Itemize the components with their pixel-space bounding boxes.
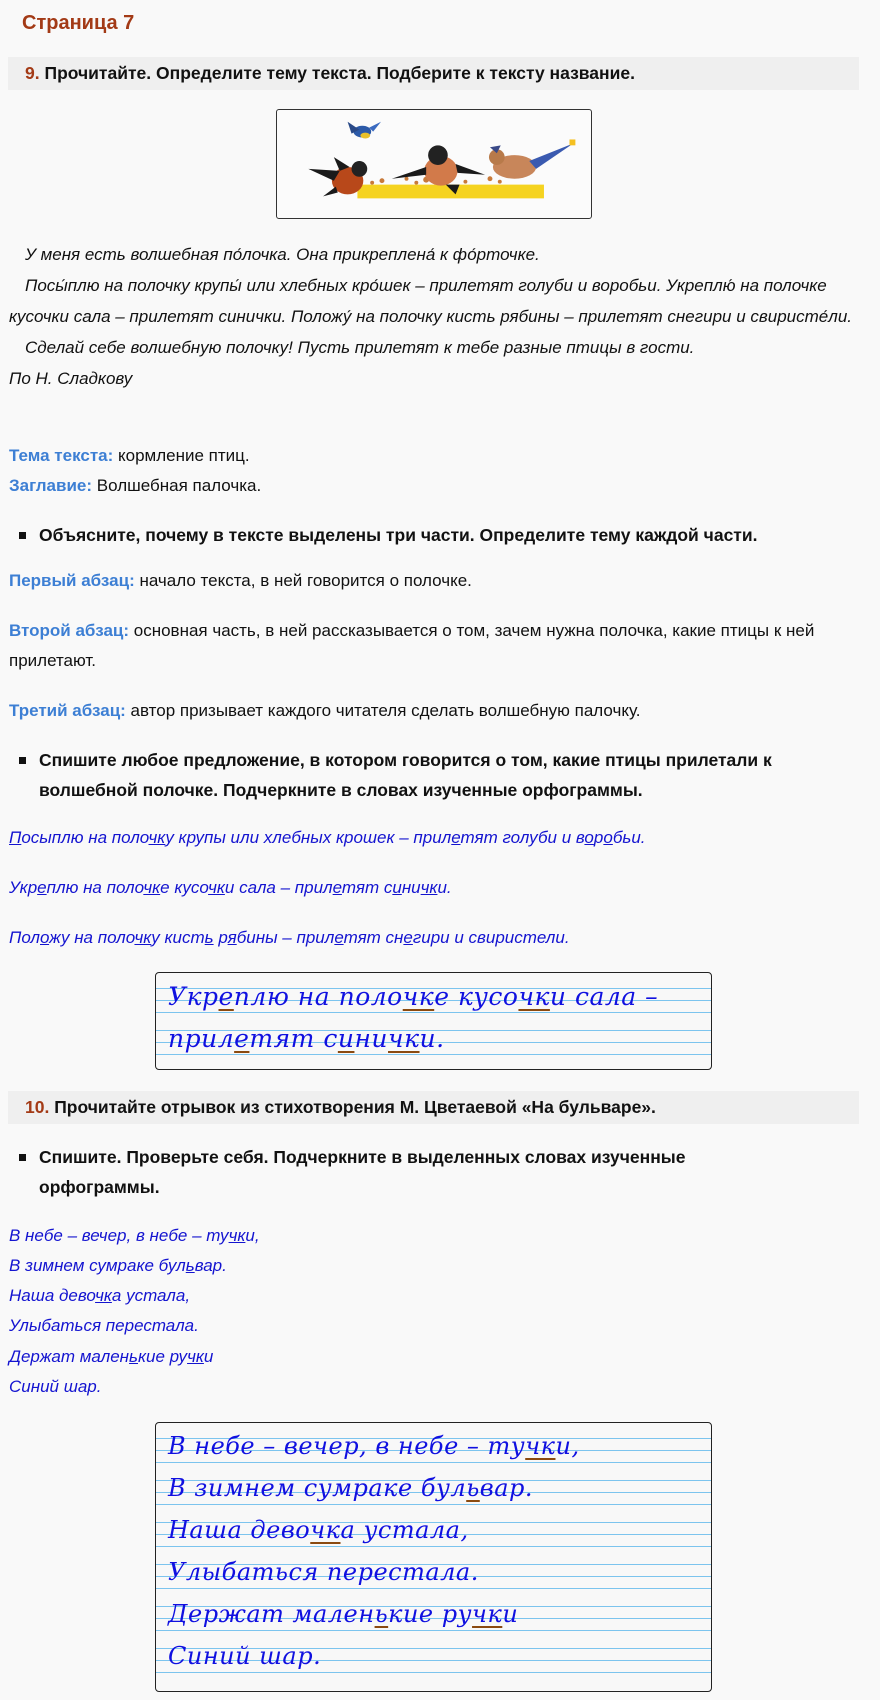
answer-sentence xyxy=(9,923,570,953)
underlined-orthogram: е xyxy=(403,928,413,947)
text-segment: р xyxy=(593,828,604,847)
underlined-orthogram: чк xyxy=(472,1600,503,1628)
text-segment: кие ру xyxy=(138,1347,188,1366)
text-segment: плю на поло xyxy=(46,878,144,897)
story-paragraph-1: У меня есть волшебная по́лочка. Она прикреплена́ к фо́рточке. xyxy=(25,245,540,264)
copybook-line xyxy=(156,1638,711,1680)
text-segment: В зимнем сумраке бул xyxy=(9,1256,186,1275)
text-segment: Наша дево xyxy=(9,1286,96,1305)
underlined-orthogram: о xyxy=(40,928,50,947)
part-answer xyxy=(9,566,472,596)
underlined-orthogram: е xyxy=(37,878,47,897)
text-segment: тят с xyxy=(341,878,393,897)
part-label: Второй абзац: xyxy=(9,621,130,640)
text-segment: и сала – прил xyxy=(224,878,333,897)
bullet-square-icon xyxy=(19,757,26,764)
underlined-orthogram: ь xyxy=(185,1256,195,1275)
text-segment: и. xyxy=(437,878,452,897)
title-answer xyxy=(9,471,261,501)
answer-sentence xyxy=(9,873,452,903)
task-number: 10. xyxy=(25,1097,50,1117)
story-author: По Н. Сладкову xyxy=(9,369,133,388)
question-bullet-3 xyxy=(15,1142,775,1202)
text-segment: тят сн xyxy=(343,928,404,947)
text-segment: и, xyxy=(245,1226,260,1245)
poem-line xyxy=(9,1342,213,1372)
copybook-line xyxy=(156,1470,711,1512)
waxwing-right xyxy=(489,139,575,178)
handwriting-copybook-1 xyxy=(155,972,712,1070)
handwritten-text xyxy=(168,982,658,1011)
page-title: Страница 7 xyxy=(22,12,135,34)
underlined-orthogram: я xyxy=(227,928,237,947)
text-segment: ни xyxy=(354,1024,389,1053)
part-answer xyxy=(9,616,819,676)
theme-value: кормление птиц. xyxy=(113,446,250,465)
text-segment: Укр xyxy=(9,878,38,897)
underlined-orthogram: чк xyxy=(420,878,438,897)
handwritten-text xyxy=(168,1516,469,1544)
handwritten-text xyxy=(168,1024,445,1053)
underlined-orthogram: ь xyxy=(374,1600,389,1628)
birds-feeder-image xyxy=(277,110,591,218)
underlined-orthogram: о xyxy=(603,828,613,847)
handwritten-text xyxy=(168,1600,518,1628)
underlined-orthogram: е xyxy=(334,928,344,947)
task-10-header xyxy=(8,1091,859,1124)
underlined-orthogram: П xyxy=(9,828,22,847)
birds-illustration xyxy=(276,109,592,219)
text-segment: прил xyxy=(168,1024,235,1053)
copybook-line xyxy=(156,1428,711,1470)
text-segment: гири и свиристели. xyxy=(412,928,570,947)
text-segment: е кусо xyxy=(160,878,209,897)
underlined-orthogram: чк xyxy=(143,878,161,897)
text-segment: Укр xyxy=(168,982,219,1011)
copybook-line xyxy=(156,978,711,1020)
underlined-orthogram: чк xyxy=(208,878,225,897)
part-value: начало текста, в ней говорится о полочке. xyxy=(134,571,472,590)
bullet-square-icon xyxy=(19,532,26,539)
question-text: Спишите. Проверьте себя. Подчеркните в выделенных словах изученные орфограммы. xyxy=(39,1147,686,1197)
poem-line xyxy=(9,1372,101,1402)
underlined-orthogram: ь xyxy=(204,928,214,947)
text-segment: и xyxy=(203,1347,214,1366)
story-paragraph-3: Сделай себе волшебную полочку! Пусть прилетят к тебе разные птицы в гости. xyxy=(25,338,695,357)
title-label: Заглавие: xyxy=(9,476,93,495)
handwritten-text xyxy=(168,1474,533,1502)
handwritten-text xyxy=(168,1642,321,1670)
underlined-orthogram: чк xyxy=(187,1347,204,1366)
text-segment: жу на поло xyxy=(49,928,135,947)
text-segment: Синий шар. xyxy=(168,1642,322,1670)
copybook-line xyxy=(156,1596,711,1638)
text-segment: Пол xyxy=(9,928,40,947)
story-text xyxy=(9,239,854,394)
question-bullet-2 xyxy=(15,745,845,805)
underlined-orthogram: чк xyxy=(310,1516,341,1544)
underlined-orthogram: чк xyxy=(148,828,166,847)
poem-line xyxy=(9,1221,260,1251)
story-paragraph-2: Посы́плю на полочку крупы́ или хлебных кро́шек – прилетят голуби и воробьи. Укреплю́ на полочке кусочки сала – прилетят синички. Положу́ на полочку кисть рябины – прилетят снегири и свиристе́ли. xyxy=(9,276,853,326)
underlined-orthogram: ь xyxy=(129,1347,138,1366)
answer-sentence xyxy=(9,823,646,853)
underlined-orthogram: е xyxy=(234,1024,250,1053)
underlined-orthogram: чк xyxy=(525,1432,556,1460)
text-segment: тят голуби и в xyxy=(460,828,585,847)
text-segment: тят с xyxy=(249,1024,338,1053)
underlined-orthogram: чк xyxy=(518,982,550,1011)
part-label: Третий абзац: xyxy=(9,701,126,720)
task-number: 9. xyxy=(25,63,40,83)
text-segment: В зимнем сумраке бул xyxy=(168,1474,467,1502)
text-segment: осыплю на поло xyxy=(21,828,149,847)
underlined-orthogram: ь xyxy=(466,1474,480,1502)
underlined-orthogram: чк xyxy=(95,1286,112,1305)
text-segment: ни xyxy=(401,878,421,897)
text-segment: а устала, xyxy=(340,1516,469,1544)
underlined-orthogram: и xyxy=(392,878,402,897)
text-segment: Держат мален xyxy=(168,1600,375,1628)
underlined-orthogram: и xyxy=(337,1024,355,1053)
theme-answer xyxy=(9,441,250,471)
text-segment: Держат мален xyxy=(9,1347,130,1366)
tit-bird xyxy=(348,122,381,139)
underlined-orthogram: чк xyxy=(402,982,435,1011)
text-segment: вар. xyxy=(194,1256,227,1275)
task-instruction: Прочитайте. Определите тему текста. Подберите к тексту название. xyxy=(44,63,635,83)
underlined-orthogram: чк xyxy=(134,928,152,947)
text-segment: Улыбаться перестала. xyxy=(9,1316,199,1335)
text-segment: В небе – вечер, в небе – ту xyxy=(9,1226,229,1245)
text-segment: у кист xyxy=(151,928,205,947)
text-segment: и, xyxy=(555,1432,580,1460)
question-bullet-1 xyxy=(15,520,860,550)
text-segment: бьи. xyxy=(612,828,646,847)
text-segment: вар. xyxy=(479,1474,534,1502)
task-instruction: Прочитайте отрывок из стихотворения М. Цветаевой «На бульваре». xyxy=(54,1097,656,1117)
text-segment: и сала – xyxy=(549,982,659,1011)
text-segment: бины – прил xyxy=(236,928,335,947)
text-segment: у крупы или хлебных крошек – прил xyxy=(165,828,452,847)
part-value: основная часть, в ней рассказывается о том, зачем нужна полочка, какие птицы к ней прилетают. xyxy=(9,621,815,670)
poem-line xyxy=(9,1251,227,1281)
poem-line xyxy=(9,1311,199,1341)
copybook-line xyxy=(156,1020,711,1062)
text-segment: е кусо xyxy=(434,982,519,1011)
underlined-orthogram: о xyxy=(584,828,594,847)
text-segment: р xyxy=(213,928,228,947)
poem-line xyxy=(9,1281,190,1311)
text-segment: а устала, xyxy=(111,1286,191,1305)
part-answer xyxy=(9,696,641,726)
underlined-orthogram: чк xyxy=(388,1024,420,1053)
handwriting-copybook-2 xyxy=(155,1422,712,1692)
underlined-orthogram: е xyxy=(218,982,234,1011)
text-segment: кие ру xyxy=(388,1600,473,1628)
question-text: Объясните, почему в тексте выделены три части. Определите тему каждой части. xyxy=(39,525,758,545)
copybook-line xyxy=(156,1554,711,1596)
text-segment: Синий шар. xyxy=(9,1377,102,1396)
text-segment: и. xyxy=(419,1024,445,1053)
title-value: Волшебная палочка. xyxy=(92,476,262,495)
underlined-orthogram: чк xyxy=(228,1226,246,1245)
part-label: Первый абзац: xyxy=(9,571,135,590)
text-segment: В небе – вечер, в небе – ту xyxy=(168,1432,526,1460)
text-segment: Наша дево xyxy=(168,1516,311,1544)
handwritten-text xyxy=(168,1558,479,1586)
question-text: Спишите любое предложение, в котором говорится о том, какие птицы прилетали к волшебной полочке. Подчеркните в словах изученные орфограммы. xyxy=(39,750,772,800)
handwritten-text xyxy=(168,1432,580,1460)
part-value: автор призывает каждого читателя сделать волшебную палочку. xyxy=(125,701,641,720)
text-segment: плю на поло xyxy=(233,982,403,1011)
copybook-line xyxy=(156,1512,711,1554)
underlined-orthogram: е xyxy=(451,828,461,847)
text-segment: и xyxy=(502,1600,519,1628)
theme-label: Тема текста: xyxy=(9,446,114,465)
task-9-header xyxy=(8,57,859,90)
bullet-square-icon xyxy=(19,1154,26,1161)
text-segment: Улыбаться перестала. xyxy=(168,1558,479,1586)
underlined-orthogram: е xyxy=(332,878,342,897)
bullfinch-left xyxy=(308,157,367,196)
